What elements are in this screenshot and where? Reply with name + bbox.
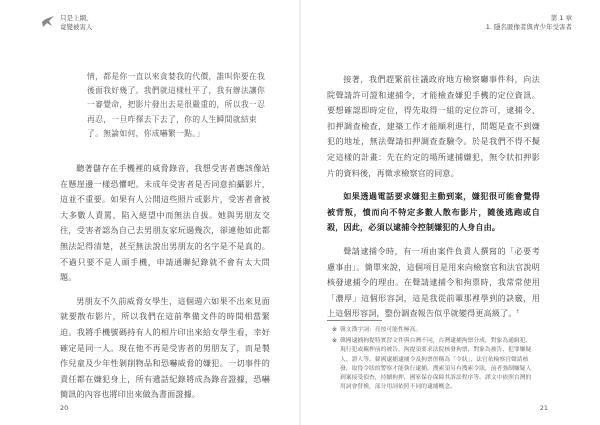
right-body-text [327, 72, 540, 322]
paragraph: 聽著儲存在手機裡的威脅錄音，我想受害者應該像站在懸崖邊一樣恐懼吧。未成年受害者是否同意拍攝影片，這並不重要。如果有人公開這些照片或影片，受害者會被大多數人責罵，陷入絕望中而無法自拔。她與男朋友交往，受害者認為自己去男朋友家玩過幾次，卻連他如此都無法記得清楚，甚至無法說出男朋友的名字是不是真的。不過只要不是人頭手機，申請通聯紀錄就不會有太大問題。 [60, 163, 270, 283]
paragraph-text: 聲請逮捕令時，有一項由案件負責人撰寫的「必要考慮事由」。簡單來說，這個項目是用來向檢察官和法官說明核發逮捕令的理由。在聲請逮捕令和拘票時，我常常使用「濃厚」這個形容詞，這是我從前輩那裡學到的訣竅，用上這個形容詞，整份調查報告似乎就變得更高級了。 [327, 245, 540, 319]
quote-line: 了。無論如何，你成嚇繁一點。」 [87, 128, 205, 138]
footnote-mark: ※ [332, 338, 337, 345]
footnote-text: 韓文漢字詞：亮按可能性極高。 [340, 327, 422, 333]
section-title: 1. 隱名匿像者與青少年受害者 [485, 22, 572, 31]
page-number-left: 20 [60, 404, 69, 412]
footnote-mark: ※ [332, 327, 337, 333]
quote-line: 情，都是你一直以來貪婪我的代價，誰叫你要在我 [87, 72, 266, 81]
running-header-right [486, 14, 572, 31]
running-header-left [60, 14, 93, 31]
quote-line: 後面我好幾了。我們就這樣杜平了，我有辦法讓你 [87, 86, 266, 96]
quote-line: 一審覺命，把影片發出去是很嚴重的，所以我一忍 [87, 100, 266, 110]
chapter-label: 第 1 章 [550, 14, 572, 22]
footnote-divider [327, 320, 382, 321]
footnote-text: 韓國逮捕拘提特實習文件與台灣不同，台灣逮捕拘票分成，對象為通緝犯、現行犯或羈押前的被告，拘提須要求法院核發拘票，對象為被告、犯罪嫌疑人、證人等。韓國逮捕逮捕令及拘票併稱為「令狀」，法官依檢察官聲請核發，取得令狀的警察才能執行逮捕，搜索須另有搜索令狀，前者強制嫌疑人到案接受偵查，持續拘押，國家保存保障其訴訟程序等。譯文中依照台灣的用詞會替換，部分用詞依照不同的逮捕概念。 [340, 338, 532, 391]
quote-line: 再忍，一旦咋擇去下去了，你的人生瞬間就結束 [87, 114, 258, 124]
footnote [332, 326, 537, 335]
paragraph [327, 244, 540, 322]
footnote [332, 337, 537, 392]
footnotes [332, 326, 537, 392]
header-line-1: 只是上網， [60, 14, 93, 22]
page-number-right: 21 [539, 404, 548, 412]
quoted-threat [87, 70, 267, 141]
footnote-reference: † [516, 308, 520, 315]
paragraph: 接著，我們趕緊前往議政府地方檢察廳事件科，向法院聲請許可證和逮捕令，才能檢查嫌犯手機的定位資訊。要想確認即時定位，得先取得一組的定位許可，逮捕令、扣押調查檢查，建築工作才能順利進行，問題是查不到嫌犯的地址，無法聲請扣押調查查驗令。於是我們不得不擬定這樣的計畫：先在約定的場所逮捕嫌犯，無令狀扣押影片的資料後，再徵求檢察官的同意。 [327, 74, 540, 178]
paragraph: 男朋友不久前威脅女學生，這個週六如果不出來見面就要散布影片，所以我們在這前準備文件的時間相當緊迫。我將手機號碼持有人的相片印出來給女學生看，幸好確定是同一人。現在他不再是受害者的男朋友了，而是製作兒童及少年性剝削物品和恐嚇威脅的嫌犯。一切事件的責任都在嫌犯身上，所有遺話紀錄將成為錄音證據，恐嚇簡訊的內容也將印出來做為書面證據。 [60, 295, 270, 400]
bold-paragraph: 如果透過電話要求嫌犯主動到案，嫌犯很可能會覺得被背叛，憤而向不特定多數人散布影片，隨後逃跑或自殺，因此，必須以逮捕令控制嫌犯的人身自由。 [327, 191, 540, 233]
header-line-2: 竟變被害人 [60, 22, 93, 31]
book-logo-icon [40, 13, 56, 29]
left-body-text [60, 161, 270, 403]
